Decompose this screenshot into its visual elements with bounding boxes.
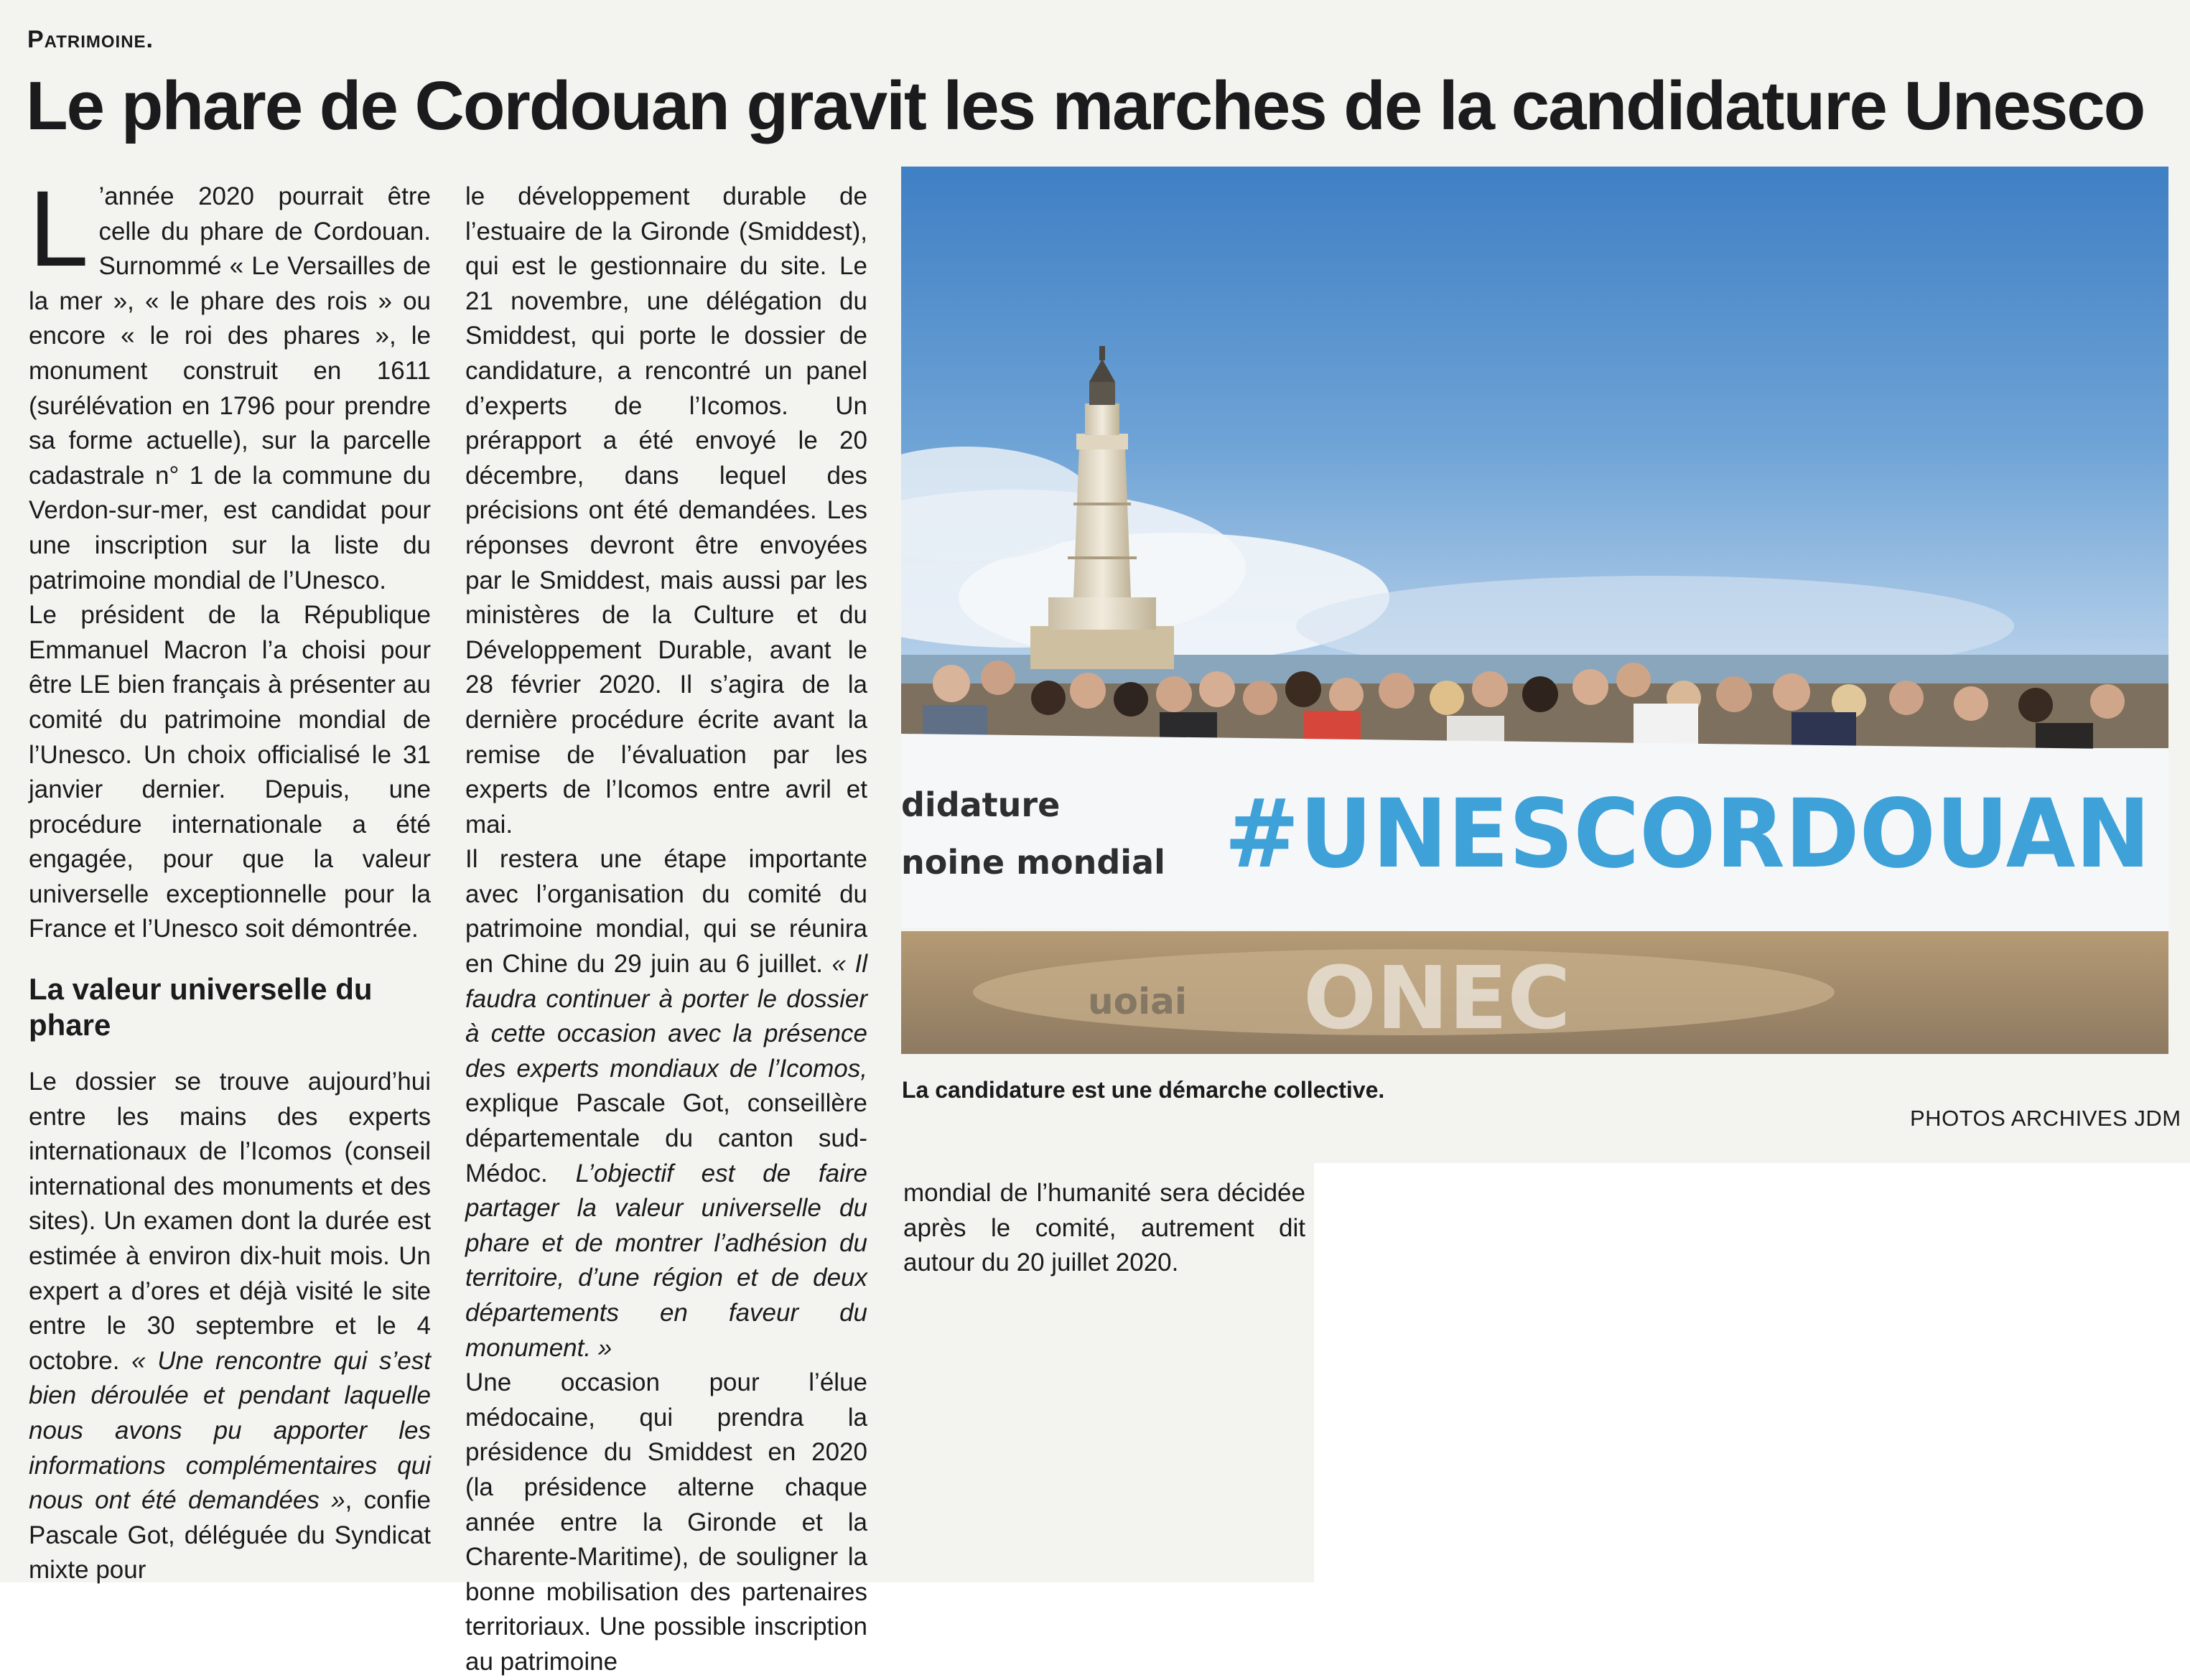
article-headline: Le phare de Cordouan gravit les marches de la candidature Unesco xyxy=(26,67,2145,144)
quote-text: « Il faudra continuer à porter le dossier à cette occasion avec la présence des experts mondiaux de l’Icomos, xyxy=(465,950,867,1083)
section-rubric: Patrimoine. xyxy=(27,26,154,53)
article-subheading: La valeur universelle du phare xyxy=(29,972,373,1042)
photo-credit: PHOTOS ARCHIVES JDM xyxy=(1910,1106,2181,1131)
paragraph-comite xyxy=(465,842,867,1366)
paragraph-intro-text: ’année 2020 pourrait être celle du phare de Cordouan. Surnommé « Le Versailles de la mer », « le phare des rois » ou encore « le roi des phares », le monument construit en 1611 (surélévation en 1796 pour prendre sa forme actuelle), sur la parcelle cadastrale n° 1 de la commune du Verdon-sur-mer, est candidat pour une inscription sur la liste du patrimoine mondial de l’Unesco. xyxy=(29,182,431,594)
paragraph-comite-text: Il restera une étape importante avec l’organisation du comité du patrimoine mondial, qui se réunira en Chine du 29 juin au 6 juillet. xyxy=(465,845,867,979)
paragraph-dossier-text: Le dossier se trouve aujourd’hui entre les mains des experts internationaux de l’Icomos (conseil international des monuments et des sites). Un examen dont la durée est estimée à environ dix-huit mois. Un expert a d’ores et déjà visité le site entre le 30 septembre et le 4 octobre. xyxy=(29,1068,431,1375)
banner-left-line1: didature xyxy=(901,785,1061,824)
unesco-banner xyxy=(901,734,2168,935)
article-column-2 xyxy=(465,179,867,1680)
reflection-text-left: uoiai xyxy=(1088,981,1187,1022)
quote-text: L’objectif est de faire partager la valeur universelle du phare et de montrer l’adhésion du territoire, d’une région et de deux départements en faveur du monument. » xyxy=(465,1159,867,1362)
photo-illustration xyxy=(901,167,2168,1054)
article-column-3 xyxy=(903,1176,1305,1281)
paragraph-conclusion: mondial de l’humanité sera décidée après le comité, autrement dit autour du 20 juillet 2020. xyxy=(903,1179,1305,1277)
paragraph-smiddest: le développement durable de l’estuaire de la Gironde (Smiddest), qui est le gestionnaire du site. Le 21 novembre, une délégation du Smiddest, qui porte le dossier de candidature, a rencontré un panel d’experts de l’Icomos. Un prérapport a été envoyé le 20 décembre, dans lequel des précisions ont été demandées. Les réponses devront être envoyées par le Smiddest, mais aussi par les ministères de la Culture et du Développement Durable, avant le 28 février 2020. Il s’agira de la dernière procédure écrite avant la remise de l’évaluation par les experts de l’Icomos entre avril et mai. xyxy=(465,182,867,839)
paragraph-macron: Le président de la République Emmanuel Macron l’a choisi pour être LE bien français à présenter au comité du patrimoine mondial de l’Unesco. Un choix officialisé le 31 janvier dernier. Depuis, une procédure internationale a été engagée, pour que la valeur universelle exceptionnelle pour la France et l’Unesco soit démontrée. xyxy=(29,601,431,943)
article-photo xyxy=(901,167,2168,1054)
paragraph-comite-mid: explique Pascale Got, conseillère départementale du canton sud-Médoc. xyxy=(465,1089,867,1187)
photo-caption: La candidature est une démarche collective. xyxy=(902,1077,1385,1103)
banner-hashtag: #UNESCORDOUAN xyxy=(1224,779,2151,890)
banner-left-line2: noine mondial xyxy=(901,843,1165,882)
paragraph-dossier xyxy=(29,1065,431,1588)
reflection-text-right: ONEC xyxy=(1303,949,1571,1049)
drop-cap: L xyxy=(29,168,89,289)
paragraph-dossier-end: , confie Pascale Got, déléguée du Syndicat mixte pour xyxy=(29,1486,431,1585)
paragraph-intro xyxy=(29,168,431,598)
paragraph-occasion: Une occasion pour l’élue médocaine, qui prendra la présidence du Smiddest en 2020 (la présidence alterne chaque année entre la Gironde et la Charente-Maritime), de souligner la bonne mobilisation des partenaires territoriaux. Une possible inscription au patrimoine xyxy=(465,1368,867,1676)
article-column-1 xyxy=(29,168,431,1588)
quote-text: « Une rencontre qui s’est bien déroulée et pendant laquelle nous avons pu apporter les informations complémentaires qui nous ont été demandées » xyxy=(29,1346,431,1515)
